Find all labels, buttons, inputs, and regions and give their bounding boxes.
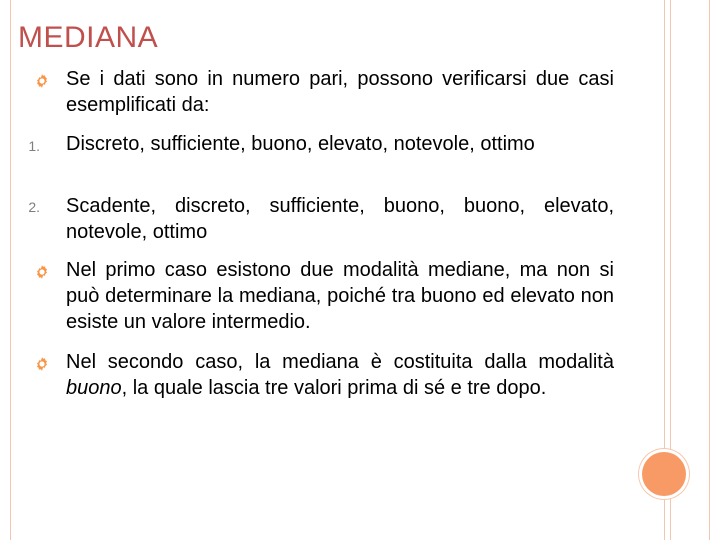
- list-item: [66, 349, 614, 401]
- list-item-text: Discreto, sufficiente, buono, elevato, notevole, ottimo: [66, 133, 535, 155]
- gear-icon: [14, 259, 62, 285]
- list-item: [66, 193, 614, 245]
- gear-icon: [34, 356, 50, 372]
- slide-title: MEDIANA: [18, 21, 159, 54]
- list-item: [66, 66, 614, 118]
- decorative-circle: [642, 452, 686, 496]
- text-segment: , la quale lascia tre valori prima di sé e tre dopo.: [121, 377, 547, 399]
- list-item: [66, 257, 614, 335]
- italic-term: buono: [66, 377, 122, 399]
- list-item-text: Scadente, discreto, sufficiente, buono, buono, elevato, notevole, ottimo: [66, 195, 614, 243]
- list-item-text: Nel primo caso esistono due modalità mediane, ma non si può determinare la mediana, poiché tra buono ed elevato non esiste un valore intermedio.: [66, 259, 614, 333]
- list-item-text: Se i dati sono in numero pari, possono verificarsi due casi esemplificati da:: [66, 68, 614, 116]
- gear-icon: [14, 351, 62, 377]
- list-number: 2.: [28, 199, 40, 215]
- gear-icon: [14, 68, 62, 94]
- list-item: [66, 131, 614, 157]
- gear-icon: [34, 73, 50, 89]
- text-segment: Nel secondo caso, la mediana è costituita dalla modalità: [66, 351, 614, 373]
- list-item-text: [66, 349, 614, 401]
- gear-icon: [34, 264, 50, 280]
- list-number: 1.: [28, 138, 40, 154]
